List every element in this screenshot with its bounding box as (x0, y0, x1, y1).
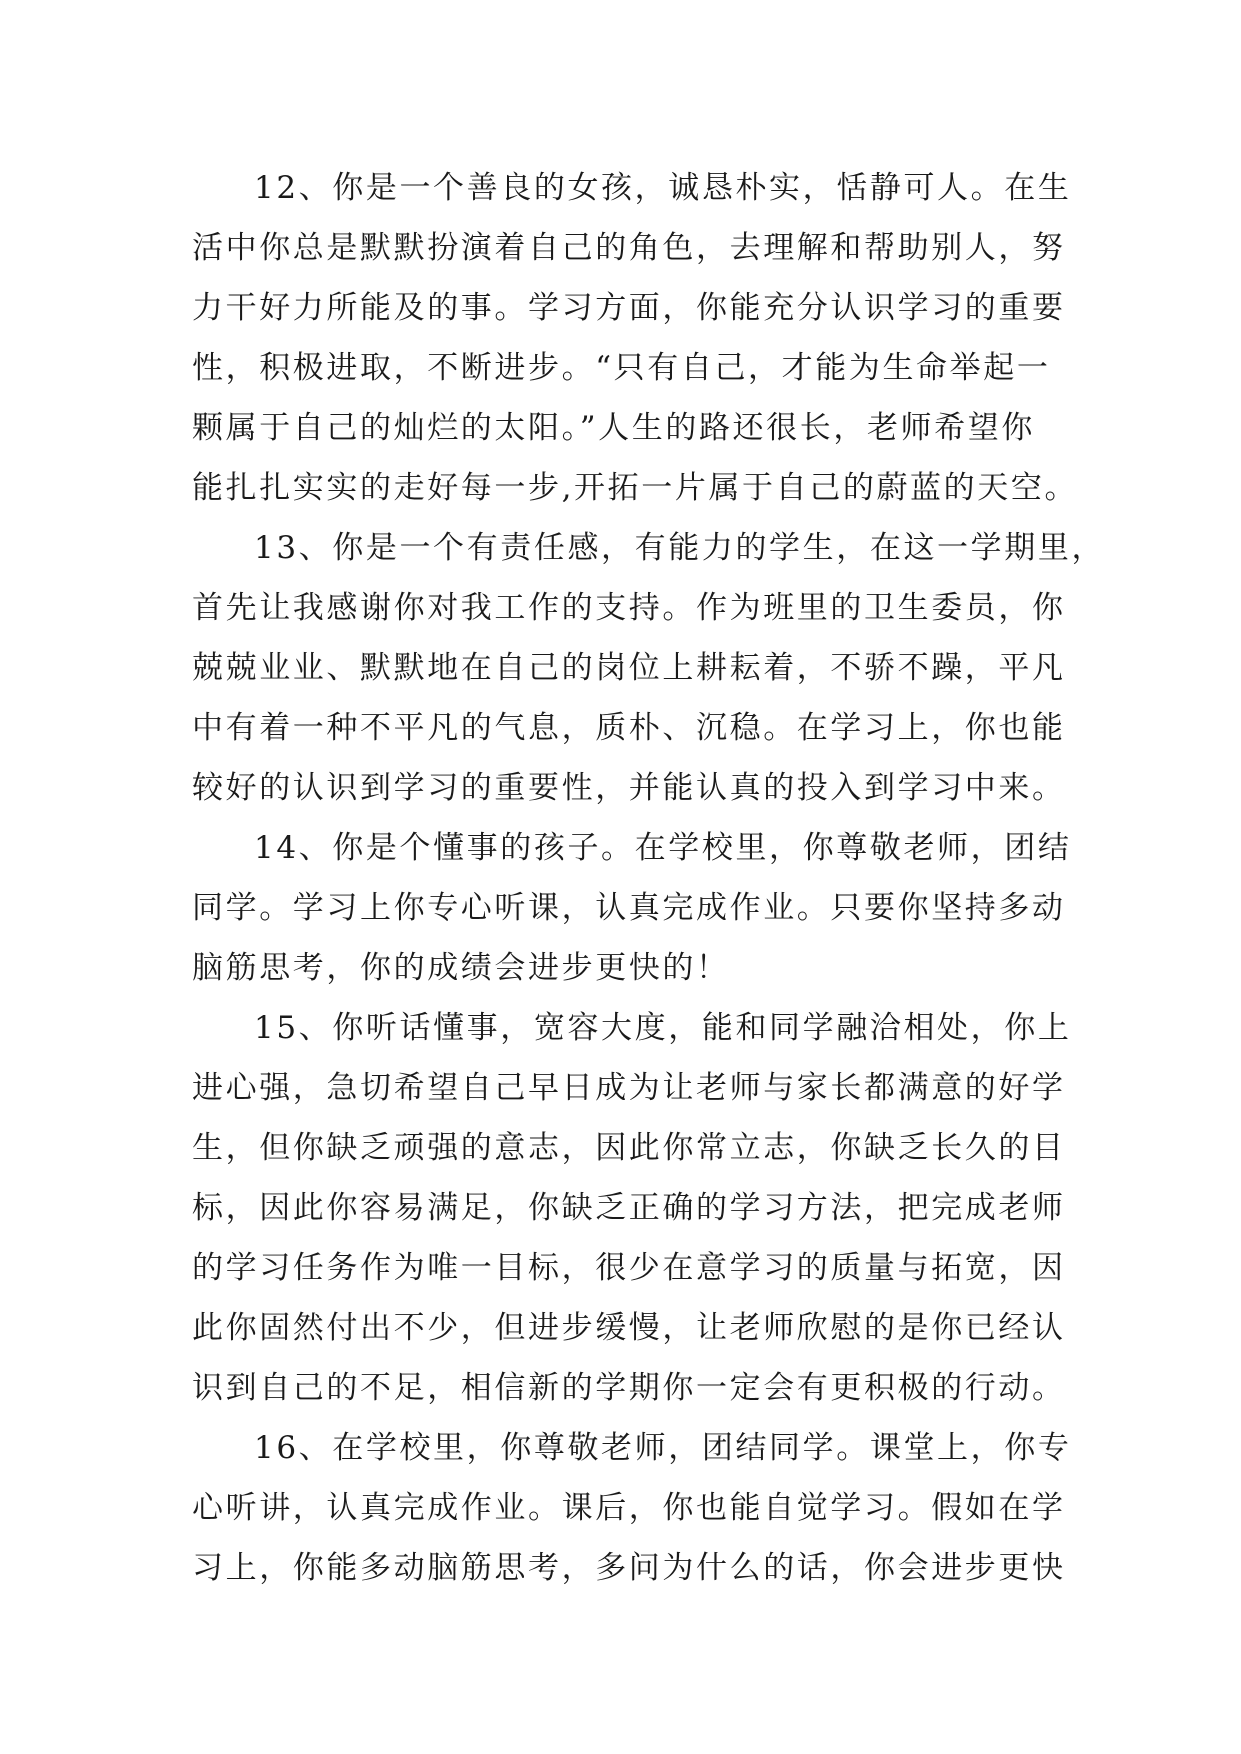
text-line: 的学习任务作为唯一目标，很少在意学习的质量与拓宽，因 (192, 1250, 1066, 1286)
text-line: 标，因此你容易满足，你缺乏正确的学习方法，把完成老师 (192, 1190, 1066, 1226)
text-line: 识到自己的不足，相信新的学期你一定会有更积极的行动。 (192, 1370, 1066, 1406)
text-line: 心听讲，认真完成作业。课后，你也能自觉学习。假如在学 (192, 1490, 1066, 1526)
text-line: 12、你是一个善良的女孩，诚恳朴实，恬静可人。在生 (254, 170, 1072, 206)
text-line: 生，但你缺乏顽强的意志，因此你常立志，你缺乏长久的目 (192, 1130, 1066, 1166)
text-line: 力干好力所能及的事。学习方面，你能充分认识学习的重要 (192, 290, 1066, 326)
paragraph-16 (192, 1418, 1072, 1598)
paragraph-13 (192, 518, 1106, 818)
text-line: 较好的认识到学习的重要性，并能认真的投入到学习中来。 (192, 770, 1066, 806)
text-line: 活中你总是默默扮演着自己的角色，去理解和帮助别人，努 (192, 230, 1066, 266)
document-body (192, 158, 1106, 1598)
text-line: 13、你是一个有责任感，有能力的学生，在这一学期里， (254, 530, 1106, 566)
text-line: 能扎扎实实的走好每一步,开拓一片属于自己的蔚蓝的天空。 (192, 470, 1079, 506)
paragraph-15 (192, 998, 1072, 1418)
text-line: 脑筋思考，你的成绩会进步更快的！ (192, 950, 730, 986)
text-line: 习上，你能多动脑筋思考，多问为什么的话，你会进步更快 (192, 1550, 1066, 1586)
text-line: 首先让我感谢你对我工作的支持。作为班里的卫生委员，你 (192, 590, 1066, 626)
text-line: 颗属于自己的灿烂的太阳。”人生的路还很长，老师希望你 (192, 410, 1035, 446)
text-line: 同学。学习上你专心听课，认真完成作业。只要你坚持多动 (192, 890, 1066, 926)
text-line: 中有着一种不平凡的气息，质朴、沉稳。在学习上，你也能 (192, 710, 1066, 746)
text-line: 进心强，急切希望自己早日成为让老师与家长都满意的好学 (192, 1070, 1066, 1106)
text-line: 兢兢业业、默默地在自己的岗位上耕耘着，不骄不躁，平凡 (192, 650, 1066, 686)
text-line: 15、你听话懂事，宽容大度，能和同学融洽相处，你上 (254, 1010, 1072, 1046)
paragraph-12 (192, 158, 1079, 518)
text-line: 16、在学校里，你尊敬老师，团结同学。课堂上，你专 (254, 1430, 1072, 1466)
text-line: 性，积极进取，不断进步。“只有自己，才能为生命举起一 (192, 350, 1051, 386)
text-line: 14、你是个懂事的孩子。在学校里，你尊敬老师，团结 (254, 830, 1072, 866)
text-line: 此你固然付出不少，但进步缓慢，让老师欣慰的是你已经认 (192, 1310, 1066, 1346)
paragraph-14 (192, 818, 1072, 998)
